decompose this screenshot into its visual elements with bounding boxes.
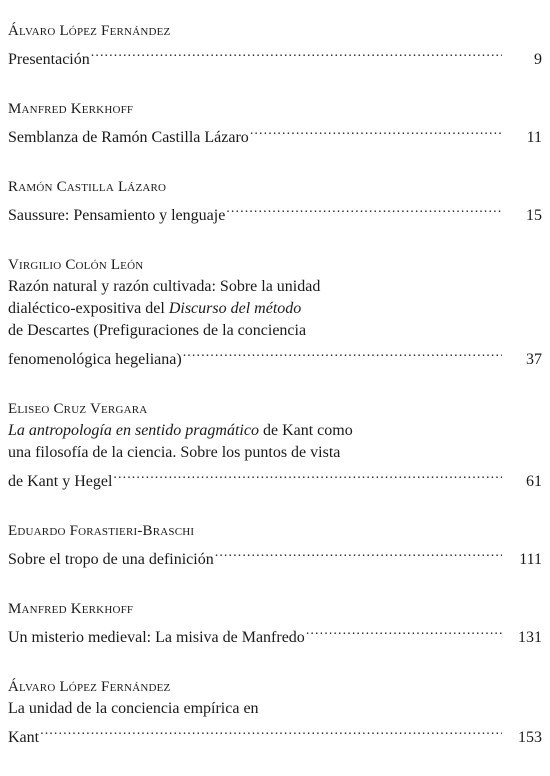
entry-title-text: Kant	[8, 729, 40, 746]
dot-leader	[306, 620, 502, 642]
dot-leader	[113, 464, 502, 486]
dot-leader	[250, 120, 502, 142]
page-number: 9	[534, 51, 542, 68]
italic-work-title: La antropología en sentido pragmático	[8, 422, 259, 439]
entry-title-text: Presentación	[8, 51, 90, 68]
page-number: 15	[526, 207, 542, 224]
entry-author: Álvaro López Fernández	[8, 23, 171, 39]
entry-title	[8, 120, 542, 149]
entry-title-line: dialéctico-expositiva del Discurso del método	[8, 300, 302, 317]
entry-title	[8, 698, 542, 749]
entry-title-text: Sobre el tropo de una definición	[8, 551, 214, 568]
toc-entry	[8, 98, 542, 149]
entry-author: Manfred Kerkhoff	[8, 101, 134, 117]
entry-title-text: Semblanza de Ramón Castilla Lázaro	[8, 129, 249, 146]
toc-entry	[8, 254, 542, 371]
page-number: 153	[518, 729, 542, 746]
entry-title	[8, 198, 542, 227]
entry-title-text: Saussure: Pensamiento y lenguaje	[8, 207, 226, 224]
entry-title	[8, 620, 542, 649]
page-number: 61	[526, 473, 542, 490]
toc-entry	[8, 520, 542, 571]
dot-leader	[226, 198, 502, 220]
entry-title	[8, 42, 542, 71]
entry-author: Ramón Castilla Lázaro	[8, 179, 167, 195]
entry-author: Eliseo Cruz Vergara	[8, 401, 148, 417]
entry-title-line: Razón natural y razón cultivada: Sobre la unidad	[8, 278, 321, 295]
table-of-contents	[8, 20, 542, 776]
entry-author: Manfred Kerkhoff	[8, 601, 134, 617]
italic-work-title: Discurso del método	[168, 300, 302, 317]
toc-entry	[8, 398, 542, 493]
entry-author: Álvaro López Fernández	[8, 679, 171, 695]
entry-title-line: La unidad de la conciencia empírica en	[8, 700, 259, 717]
entry-title	[8, 420, 542, 493]
entry-title	[8, 542, 542, 571]
page-number: 111	[519, 551, 542, 568]
entry-title-text: Un misterio medieval: La misiva de Manfredo	[8, 629, 305, 646]
page-number: 37	[526, 351, 542, 368]
entry-title-line: de Descartes (Prefiguraciones de la conciencia	[8, 322, 307, 339]
entry-title-text: fenomenológica hegeliana)	[8, 351, 182, 368]
entry-title-text: de Kant y Hegel	[8, 473, 113, 490]
dot-leader	[40, 720, 502, 742]
entry-author: Eduardo Forastieri-Braschi	[8, 523, 195, 539]
toc-entry	[8, 20, 542, 71]
toc-entry	[8, 676, 542, 749]
dot-leader	[215, 542, 502, 564]
dot-leader	[91, 42, 502, 64]
toc-entry	[8, 598, 542, 649]
page-number: 11	[526, 129, 542, 146]
entry-title-line: La antropología en sentido pragmático de Kant como	[8, 422, 353, 439]
page-number: 131	[518, 629, 542, 646]
entry-title	[8, 276, 542, 371]
toc-entry	[8, 176, 542, 227]
entry-author: Virgilio Colón León	[8, 257, 144, 273]
dot-leader	[183, 342, 502, 364]
entry-title-line: una filosofía de la ciencia. Sobre los puntos de vista	[8, 444, 341, 461]
